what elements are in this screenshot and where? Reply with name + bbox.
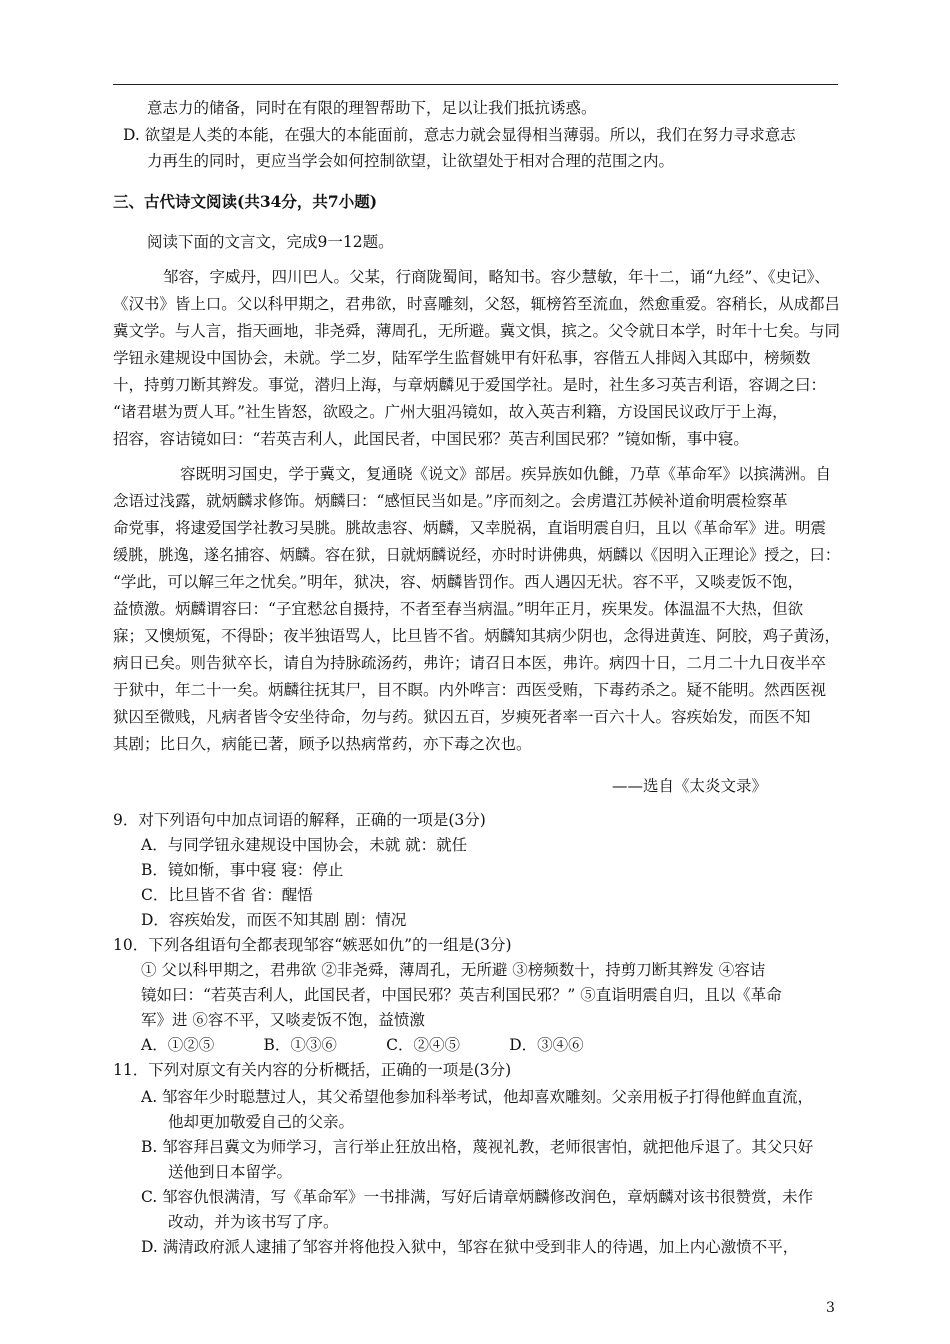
q10-items-line: ① 父以科甲期之，君弗欲 ②非尧舜，薄周孔，无所避 ③榜频数十，持剪刀断其辫发 ④容诘 bbox=[141, 961, 766, 979]
passage-line: 其剧；比日久，病能已著，顾予以热病常药，亦下毒之次也。 bbox=[113, 735, 532, 753]
passage-line: 冀文学。与人言，指天画地，非尧舜，薄周孔，无所避。冀文惧，摈之。父令就日本学，时年十七矣。与同 bbox=[113, 322, 840, 340]
section-title: 三、古代诗文阅读(共34分，共7小题) bbox=[113, 192, 378, 211]
q11-option-a-line2: 他却更加敬爱自己的父亲。 bbox=[168, 1113, 355, 1131]
passage-line: 十，持剪刀断其辫发。事觉，潜归上海，与章炳麟见于爱国学社。是时，社生多习英吉利语，容调之曰： bbox=[113, 376, 827, 394]
passage-line: 缓朓，朓逸，遂名捕容、炳麟。容在狱，日就炳麟说经，亦时时讲佛典，炳麟以《因明入正理论》授之，曰： bbox=[113, 546, 840, 564]
page-number: 3 bbox=[826, 1300, 835, 1316]
q10-items-line: 军》进 ⑥容不平，又啖麦饭不饱，益愤激 bbox=[141, 1011, 425, 1029]
passage-line: 《汉书》皆上口。父以科甲期之，君弗欲，时喜雕刻，父怒，辄榜笞至流血，然愈重爱。容稍长，从成都吕 bbox=[113, 295, 840, 313]
passage-line: 念语过浅露，就炳麟求修饰。炳麟曰：“感恒民当如是。”序而刻之。会虏遣江苏候补道俞明震检察革 bbox=[113, 492, 788, 510]
q9-option-b: B．镜如惭，事中寝 寝：停止 bbox=[141, 861, 344, 879]
q11-option-b-line2: 送他到日本留学。 bbox=[168, 1163, 293, 1181]
q10-choices: A．①②⑤ B．①③⑥ C．②④⑤ D．③④⑥ bbox=[141, 1036, 584, 1054]
q11-option-d-line1: D. 满清政府派人逮捕了邹容并将他投入狱中，邹容在狱中受到非人的待遇，加上内心激愤不平， bbox=[141, 1238, 799, 1256]
q10-stem: 10．下列各组语句全都表现邹容“嫉恶如仇”的一组是(3分) bbox=[113, 936, 512, 954]
passage-line: “诸君堪为贾人耳。”社生皆怒，欲殴之。广州大驵冯镜如，故入英吉利籍，方设国民议政厅于上海， bbox=[113, 403, 788, 421]
q9-option-c: C．比旦皆不省 省：醒悟 bbox=[141, 886, 313, 904]
passage-line: “学此，可以解三年之忧矣。”明年，狱决，容、炳麟皆罚作。西人遇囚无状。容不平，又啖麦饭不饱， bbox=[113, 573, 804, 591]
passage-line: 邹容，字威丹，四川巴人。父某，行商陇蜀间，略知书。容少慧敏，年十二，诵“九经”、《史记》、 bbox=[163, 268, 830, 286]
header-rule bbox=[113, 84, 838, 85]
passage-line: 寐；又懊烦冤，不得卧；夜半独语骂人，比旦皆不省。炳麟知其病少阴也，念得进黄连、阿胶，鸡子黄汤， bbox=[113, 627, 840, 645]
passage-line: 招容，容诘镜如曰：“若英吉利人，此国民者，中国民邪？英吉利国民邪？”镜如惭，事中寝。 bbox=[113, 430, 749, 448]
q11-option-b-line1: B. 邹容拜吕冀文为师学习，言行举止狂放出格，蔑视礼教，老师很害怕，就把他斥退了。其父只好 bbox=[141, 1138, 814, 1156]
option-c-continuation: 意志力的储备，同时在有限的理智帮助下，足以让我们抵抗诱惑。 bbox=[147, 99, 597, 117]
q11-option-c-line1: C. 邹容仇恨满清，写《革命军》一书排满，写好后请章炳麟修改润色，章炳麟对该书很赞赏，未作 bbox=[141, 1188, 814, 1206]
instruction: 阅读下面的文言文，完成9一12题。 bbox=[147, 233, 394, 251]
passage-line: 于狱中，年二十一矣。炳麟往抚其尸，目不瞑。内外哗言：西医受贿，下毒药杀之。疑不能明。然西医视 bbox=[113, 681, 827, 699]
q9-option-a: A．与同学钮永建规设中国协会，未就 就：就任 bbox=[141, 836, 468, 854]
q11-option-c-line2: 改动，并为该书写了序。 bbox=[168, 1213, 339, 1231]
passage-line: 学钮永建规设中国协会，未就。学二岁，陆军学生监督姚甲有奸私事，容偕五人排闼入其邸中，榜频数 bbox=[113, 349, 811, 367]
q10-items-line: 镜如曰：“若英吉利人，此国民者，中国民邪？英吉利国民邪？” ⑤直诣明震自归，且以《革命 bbox=[141, 986, 782, 1004]
passage-source: ——选自《太炎文录》 bbox=[612, 777, 768, 795]
passage-line: 益愤激。炳麟谓容曰：“子宜慭忿自摄持，不者至春当病温。”明年正月，疾果发。体温温不大热，但欲 bbox=[113, 600, 804, 618]
q9-option-d: D．容疾始发，而医不知其剧 剧：情况 bbox=[141, 911, 407, 929]
passage-line: 病日已矣。则告狱卒长，请自为持脉疏汤药，弗许；请召日本医，弗许。病四十日，二月二十九日夜半卒 bbox=[113, 654, 827, 672]
passage-line: 狱囚至微贱，凡病者皆令安坐待命，勿与药。狱囚五百，岁瘐死者率一百六十人。容疾始发，而医不知 bbox=[113, 708, 811, 726]
passage-line: 容既明习国史，学于冀文，复通晓《说文》部居。疾异族如仇雠，乃草《革命军》以摈满洲。自 bbox=[180, 465, 832, 483]
q9-stem: 9．对下列语句中加点词语的解释，正确的一项是(3分) bbox=[113, 811, 486, 829]
passage-line: 命党事，将逮爱国学社教习吴朓。朓故恚容、炳麟，又幸脱祸，直诣明震自归，且以《革命军》进。明震 bbox=[113, 519, 827, 537]
option-d-line2: 力再生的同时，更应当学会如何控制欲望，让欲望处于相对合理的范围之内。 bbox=[147, 152, 675, 170]
q11-option-a-line1: A. 邹容年少时聪慧过人，其父希望他参加科举考试，他却喜欢雕刻。父亲用板子打得他鲜血直流， bbox=[141, 1088, 814, 1106]
q11-stem: 11．下列对原文有关内容的分析概括，正确的一项是(3分) bbox=[113, 1061, 512, 1079]
option-d-line1: D. 欲望是人类的本能，在强大的本能面前，意志力就会显得相当薄弱。所以，我们在努力寻求意志 bbox=[123, 126, 796, 144]
